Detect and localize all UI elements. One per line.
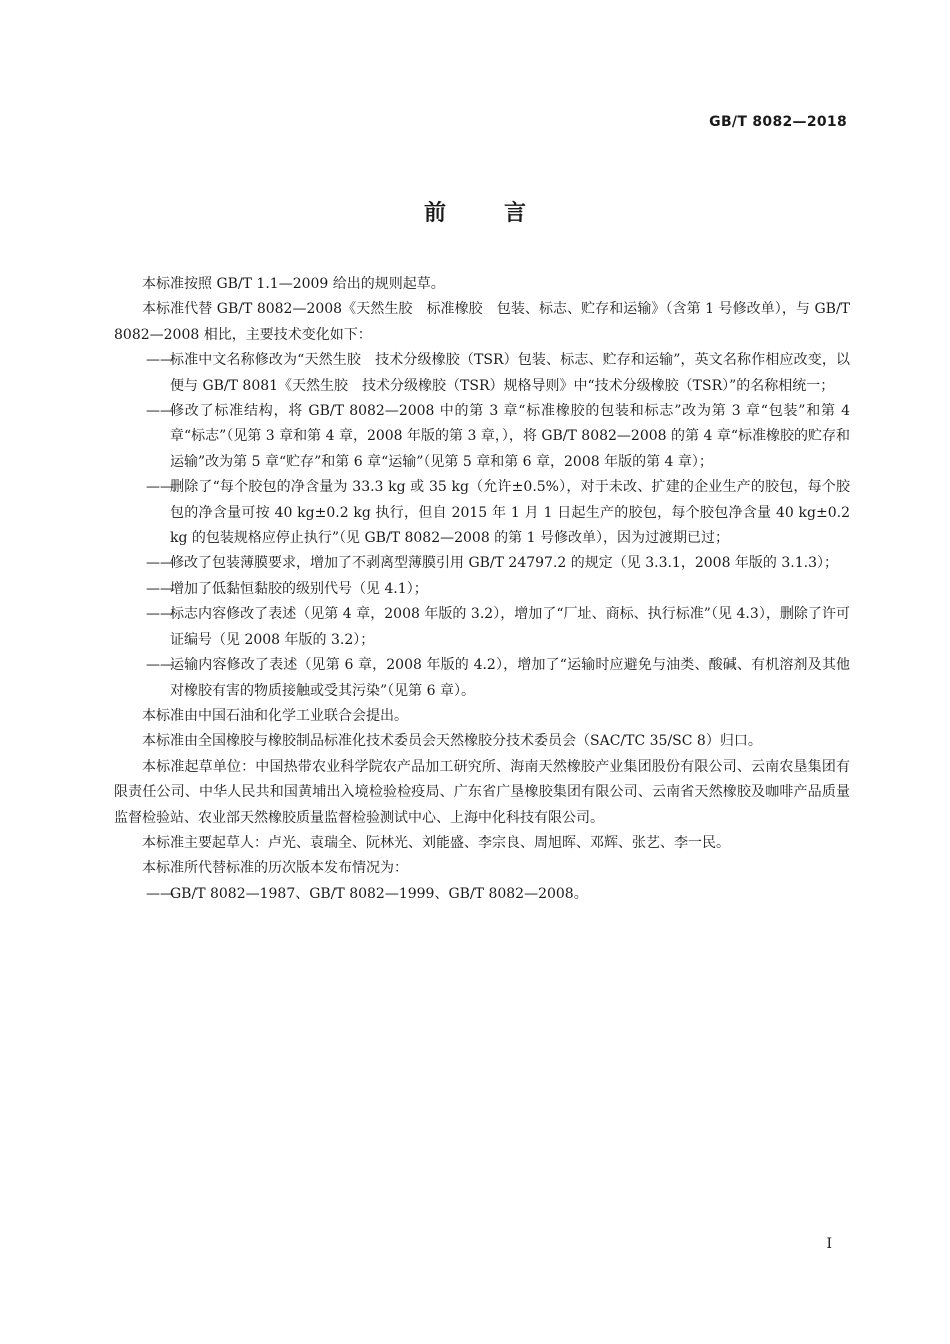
change-item [114, 475, 850, 551]
paragraph: 本标准所代替标准的历次版本发布情况为： [142, 860, 408, 877]
dash-marker: —— [146, 657, 174, 674]
foreword-body [114, 272, 850, 907]
change-text: 标准中文名称修改为“天然生胶 技术分级橡胶（TSR）包装、标志、贮存和运输”，英文名称作相应改变，以便与 GB/T 8081《天然生胶 技术分级橡胶（TSR）规格导则》中“技术分级橡胶（TSR）”的名称相统一； [170, 352, 850, 394]
change-text: 运输内容修改了表述（见第 6 章，2008 年版的 4.2），增加了“运输时应避免与油类、酸碱、有机溶剂及其他对橡胶有害的物质接触或受其污染”（见第 6 章）。 [170, 657, 850, 699]
dash-marker: —— [146, 580, 174, 597]
change-text: 标志内容修改了表述（见第 4 章，2008 年版的 3.2），增加了“厂址、商标、执行标准”（见 4.3），删除了许可证编号（见 2008 年版的 3.2）； [170, 606, 850, 648]
change-item [114, 602, 850, 653]
change-text: 修改了包装薄膜要求，增加了不剥离型薄膜引用 GB/T 24797.2 的规定（见 3.3.1，2008 年版的 3.1.3）； [170, 555, 838, 572]
dash-marker: —— [146, 606, 174, 623]
change-text: 删除了“每个胶包的净含量为 33.3 kg 或 35 kg（允许±0.5%），对于未改、扩建的企业生产的胶包，每个胶包的净含量可按 40 kg±0.2 kg 执行，但自 2015 年 1 月 1 日起生产的胶包，每个胶包净含量 40 kg±0.2 kg 的包装规格应停止执行”（见 GB/T 8082—2008 的第 1 号修改单），因为过渡期已过； [170, 479, 850, 547]
change-text: 修改了标准结构，将 GB/T 8082—2008 中的第 3 章“标准橡胶的包装和标志”改为第 3 章“包装”和第 4 章“标志”（见第 3 章和第 4 章，2008 年版的第 3 章，），将 GB/T 8082—2008 的第 4 章“标准橡胶的贮存和运输”改为第 5 章“贮存”和第 6 章“运输”（见第 5 章和第 6 章，2008 年版的第 4 章）； [170, 403, 850, 470]
history-text: GB/T 8082—1987、GB/T 8082—1999、GB/T 8082—2008。 [170, 885, 588, 902]
paragraph: 本标准起草单位：中国热带农业科学院农产品加工研究所、海南天然橡胶产业集团股份有限公司、云南农垦集团有限责任公司、中华人民共和国黄埔出入境检验检疫局、广东省广垦橡胶集团有限公司、云南省天然橡胶及咖啡产品质量监督检验站、农业部天然橡胶质量监督检验测试中心、上海中化科技有限公司。 [114, 758, 850, 826]
change-item [114, 399, 850, 475]
standard-code: GB/T 8082—2018 [709, 114, 847, 130]
paragraph: 本标准由中国石油和化学工业联合会提出。 [142, 707, 408, 724]
change-item [114, 653, 850, 704]
change-item [114, 577, 850, 602]
paragraph: 本标准代替 GB/T 8082—2008《天然生胶 标准橡胶 包装、标志、贮存和运输》（含第 1 号修改单），与 GB/T 8082—2008 相比，主要技术变化如下： [114, 301, 850, 343]
change-text: 增加了低黏恒黏胶的级别代号（见 4.1）； [170, 580, 428, 597]
paragraph: 本标准由全国橡胶与橡胶制品标准化技术委员会天然橡胶分技术委员会（SAC/TC 35/SC 8）归口。 [142, 733, 762, 750]
paragraph: 本标准主要起草人：卢光、袁瑞全、阮林光、刘能盛、李宗良、周旭晖、邓辉、张艺、李一民。 [142, 834, 730, 851]
dash-marker: —— [146, 885, 174, 902]
change-item [114, 551, 850, 576]
dash-marker: —— [146, 352, 174, 369]
dash-marker: —— [146, 403, 174, 420]
page-number: I [826, 1236, 832, 1252]
paragraph: 本标准按照 GB/T 1.1—2009 给出的规则起草。 [142, 276, 445, 292]
page-title: 前言 [423, 201, 584, 226]
history-item [114, 882, 850, 907]
change-item [114, 348, 850, 399]
dash-marker: —— [146, 479, 174, 496]
dash-marker: —— [146, 555, 174, 572]
